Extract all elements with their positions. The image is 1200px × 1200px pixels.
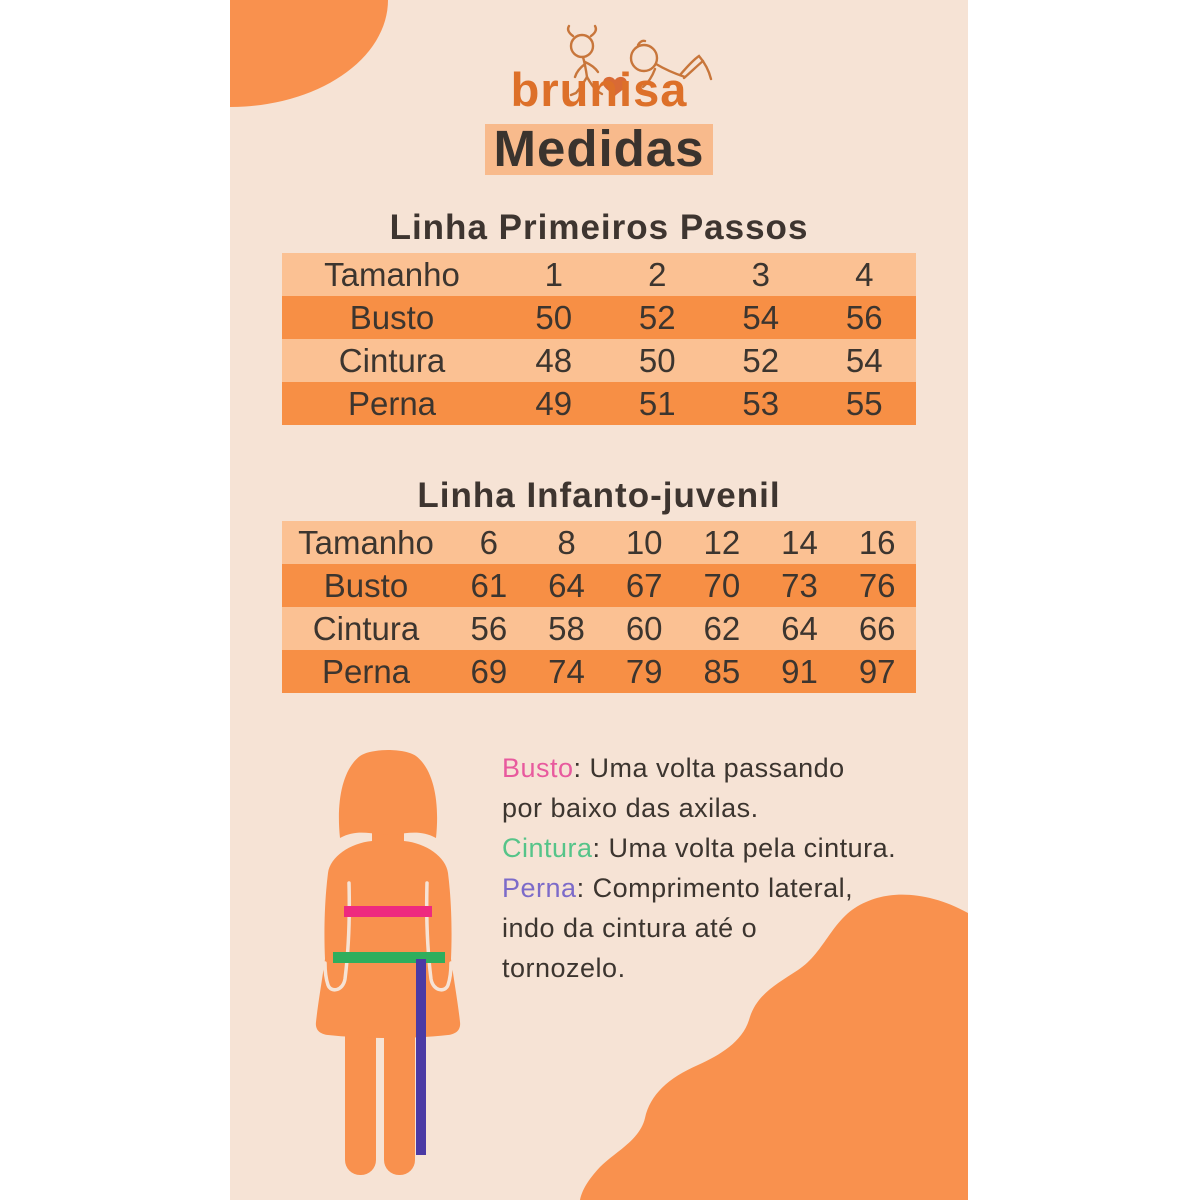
row-label: Tamanho	[324, 255, 460, 293]
legend-line	[502, 788, 932, 828]
legend-line	[502, 948, 932, 988]
table-row	[282, 382, 916, 425]
size-value: 55	[845, 384, 883, 422]
measurement-legend	[502, 748, 932, 988]
table-row	[282, 253, 916, 296]
table-row	[282, 564, 916, 607]
legend-text: : Uma volta pela cintura.	[592, 833, 897, 863]
legend-text: indo da cintura até o	[502, 913, 758, 943]
size-value: 1	[544, 255, 563, 293]
size-value: 52	[742, 341, 780, 379]
size-value: 52	[638, 298, 676, 336]
size-value: 67	[625, 566, 663, 604]
legend-text: tornozelo.	[502, 953, 626, 983]
legend-line	[502, 908, 932, 948]
legend-text: por baixo das axilas.	[502, 793, 759, 823]
size-value: 14	[781, 523, 818, 561]
legend-line	[502, 868, 932, 908]
section-title-infanto-juvenil: Linha Infanto-juvenil	[417, 476, 781, 515]
row-label: Perna	[347, 384, 437, 422]
section-title-primeiros-passos: Linha Primeiros Passos	[389, 208, 809, 247]
size-value: 49	[535, 384, 573, 422]
table-row	[282, 296, 916, 339]
size-value: 73	[781, 566, 818, 604]
table-row	[282, 339, 916, 382]
size-value: 16	[858, 523, 896, 561]
size-value: 54	[845, 341, 883, 379]
size-value: 79	[625, 652, 663, 690]
size-value: 70	[703, 566, 741, 604]
size-value: 56	[845, 298, 883, 336]
size-value: 91	[781, 652, 818, 690]
size-value: 85	[703, 652, 741, 690]
size-value: 64	[781, 609, 818, 647]
standing-child-head	[571, 35, 593, 57]
legend-line	[502, 748, 932, 788]
table-row	[282, 521, 916, 564]
size-value: 62	[703, 609, 741, 647]
size-table-primeiros-passos	[282, 253, 916, 425]
legend-term: Perna	[502, 873, 577, 903]
size-value: 60	[625, 609, 663, 647]
size-value: 69	[470, 652, 508, 690]
size-value: 54	[742, 298, 780, 336]
size-value: 6	[479, 523, 499, 561]
legend-term: Busto	[502, 753, 574, 783]
legend-line	[502, 828, 932, 868]
size-value: 53	[742, 384, 780, 422]
brand-logo: brunisa	[510, 63, 688, 116]
size-chart-infographic	[230, 0, 968, 1200]
size-value: 58	[548, 609, 585, 647]
row-label: Tamanho	[298, 523, 434, 561]
size-value: 66	[858, 609, 896, 647]
size-value: 2	[648, 255, 667, 293]
woman-silhouette-figure	[288, 745, 488, 1185]
page-title: Medidas	[485, 124, 712, 175]
size-value: 74	[548, 652, 585, 690]
table-row	[282, 650, 916, 693]
row-label: Busto	[349, 298, 435, 336]
size-value: 64	[548, 566, 585, 604]
size-value: 50	[535, 298, 573, 336]
legend-text: : Uma volta passando	[573, 753, 845, 783]
leg-measure-line	[416, 959, 426, 1155]
size-value: 51	[638, 384, 676, 422]
woman-hair	[339, 750, 437, 838]
size-value: 10	[625, 523, 663, 561]
size-value: 76	[858, 566, 896, 604]
bust-measure-line	[344, 906, 432, 917]
row-label: Cintura	[338, 341, 446, 379]
size-value: 50	[638, 341, 676, 379]
size-value: 4	[855, 255, 874, 293]
page-title-wrap	[230, 120, 968, 177]
size-value: 8	[557, 523, 576, 561]
row-label: Busto	[323, 566, 409, 604]
size-value: 12	[703, 523, 741, 561]
row-label: Perna	[321, 652, 411, 690]
woman-body	[316, 823, 460, 1038]
size-value: 48	[535, 341, 573, 379]
size-value: 3	[751, 255, 770, 293]
size-value: 97	[858, 652, 896, 690]
size-value: 61	[470, 566, 508, 604]
legend-term: Cintura	[502, 833, 593, 863]
size-value: 56	[470, 609, 508, 647]
size-table-infanto-juvenil	[282, 521, 916, 693]
legend-text: : Comprimento lateral,	[576, 873, 854, 903]
row-label: Cintura	[312, 609, 420, 647]
waist-measure-line	[333, 952, 445, 963]
table-row	[282, 607, 916, 650]
